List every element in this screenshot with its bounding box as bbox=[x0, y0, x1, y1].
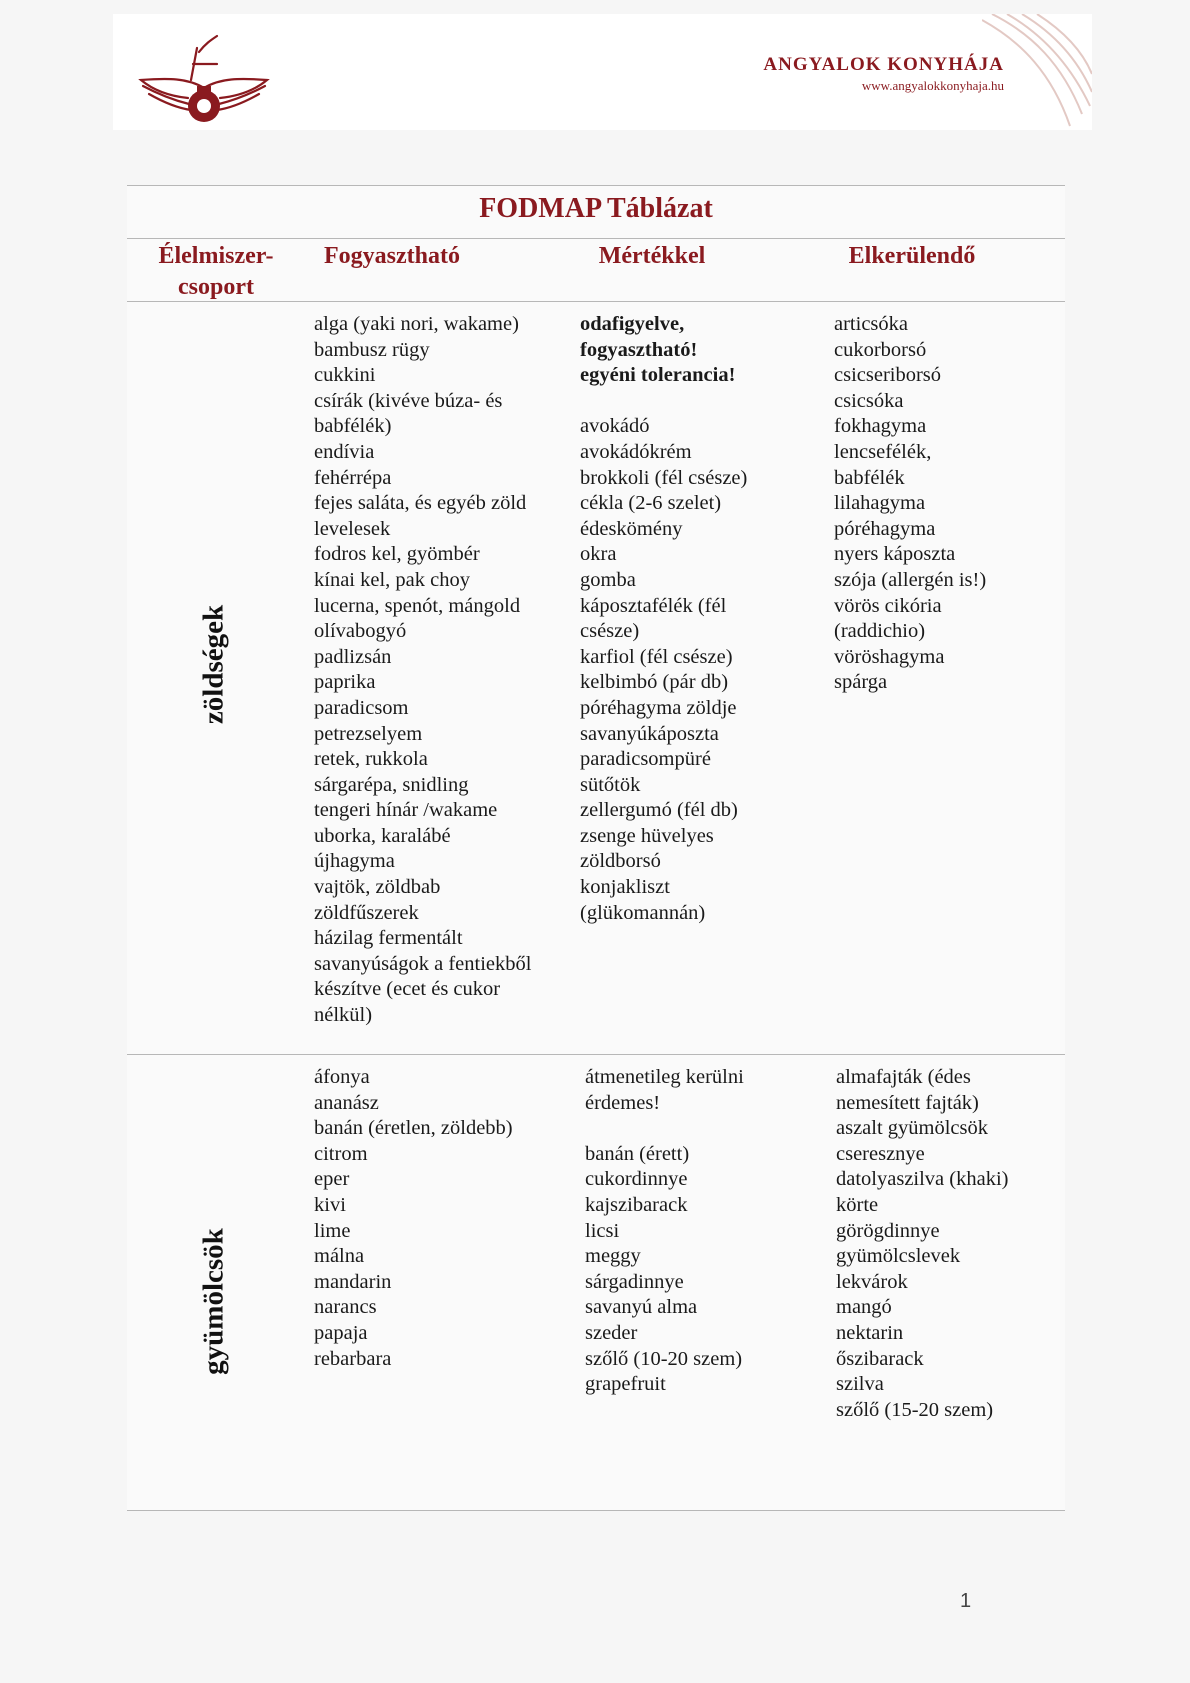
list-item: meggy bbox=[585, 1245, 641, 1268]
list-item: póréhagyma zöldje bbox=[580, 696, 737, 719]
angel-wings-logo-icon bbox=[133, 28, 275, 130]
cell-vegetables-avoid bbox=[834, 312, 986, 696]
list-item: lekvárok bbox=[836, 1270, 908, 1293]
list-item: gomba bbox=[580, 568, 636, 591]
list-item: körte bbox=[836, 1193, 879, 1216]
list-item: szilva bbox=[836, 1373, 884, 1396]
list-item: almafajták (édes bbox=[836, 1066, 971, 1088]
page-number: 1 bbox=[960, 1590, 972, 1612]
list-item: odafigyelve, bbox=[580, 313, 685, 335]
list-item: tengeri hínár /wakame bbox=[314, 799, 498, 822]
list-spacer bbox=[580, 389, 747, 415]
list-item: kínai kel, pak choy bbox=[314, 568, 470, 591]
list-item: szeder bbox=[585, 1321, 638, 1344]
list-item: levelesek bbox=[314, 517, 391, 540]
list-item: gyümölcslevek bbox=[836, 1245, 961, 1268]
list-spacer bbox=[585, 1116, 744, 1142]
list-item: csicsóka bbox=[834, 389, 904, 412]
list-item: fogyasztható! bbox=[580, 338, 698, 361]
list-item: csésze) bbox=[580, 620, 640, 643]
list-item: kelbimbó (pár db) bbox=[580, 671, 729, 694]
cell-fruits-allowed bbox=[314, 1065, 513, 1372]
list-item: zöldborsó bbox=[580, 850, 661, 873]
list-item: csicseriborsó bbox=[834, 364, 942, 387]
list-item: uborka, karalábé bbox=[314, 824, 451, 847]
list-item: datolyaszilva (khaki) bbox=[836, 1168, 1009, 1191]
page-header bbox=[113, 14, 1092, 130]
list-item: babfélék) bbox=[314, 415, 392, 438]
list-item: lilahagyma bbox=[834, 492, 926, 515]
column-header-avoid: Elkerülendő bbox=[848, 243, 976, 269]
list-item: bambusz rügy bbox=[314, 338, 430, 361]
wing-decoration-icon bbox=[982, 14, 1092, 130]
list-item: retek, rukkola bbox=[314, 748, 428, 771]
list-item: mandarin bbox=[314, 1270, 392, 1293]
list-item: savanyúságok a fentiekből bbox=[314, 952, 532, 975]
list-item: görögdinnye bbox=[836, 1219, 940, 1242]
list-item: savanyú alma bbox=[585, 1296, 698, 1319]
list-item: áfonya bbox=[314, 1066, 370, 1088]
list-item: készítve (ecet és cukor bbox=[314, 978, 501, 1001]
list-item: rebarbara bbox=[314, 1347, 392, 1370]
column-header-group-line: csoport bbox=[178, 274, 254, 300]
list-item: fejes saláta, és egyéb zöld bbox=[314, 492, 527, 515]
list-item: szőlő (10-20 szem) bbox=[585, 1347, 743, 1370]
cell-fruits-avoid bbox=[836, 1065, 1008, 1423]
list-item: nemesített fajták) bbox=[836, 1091, 979, 1114]
list-item: okra bbox=[580, 543, 617, 566]
list-item: újhagyma bbox=[314, 850, 395, 873]
list-item: egyéni tolerancia! bbox=[580, 364, 736, 387]
list-item: lime bbox=[314, 1219, 351, 1242]
list-item: fokhagyma bbox=[834, 415, 927, 438]
list-item: endívia bbox=[314, 440, 375, 463]
list-item: articsóka bbox=[834, 313, 908, 335]
list-item: savanyúkáposzta bbox=[580, 722, 719, 745]
list-item: kivi bbox=[314, 1193, 346, 1216]
list-item: édeskömény bbox=[580, 517, 683, 540]
list-item: licsi bbox=[585, 1219, 620, 1242]
list-item: avokádókrém bbox=[580, 440, 692, 463]
list-item: cukordinnye bbox=[585, 1168, 688, 1191]
list-item: ananász bbox=[314, 1091, 379, 1114]
list-item: papaja bbox=[314, 1321, 368, 1344]
list-item: átmenetileg kerülni bbox=[585, 1066, 744, 1088]
row-label-fruits: gyümölcsök bbox=[197, 1228, 230, 1375]
list-item: spárga bbox=[834, 671, 888, 694]
list-item: csírák (kivéve búza- és bbox=[314, 389, 503, 412]
list-item: petrezselyem bbox=[314, 722, 423, 745]
list-item: érdemes! bbox=[585, 1091, 661, 1114]
list-item: avokádó bbox=[580, 415, 650, 438]
cell-vegetables-moderate bbox=[580, 312, 747, 926]
list-item: paprika bbox=[314, 671, 376, 694]
list-item: szőlő (15-20 szem) bbox=[836, 1398, 994, 1421]
list-item: paradicsom bbox=[314, 696, 409, 719]
list-item: konjakliszt bbox=[580, 876, 670, 899]
list-item: málna bbox=[314, 1245, 365, 1268]
list-item: eper bbox=[314, 1168, 350, 1191]
list-item: őszibarack bbox=[836, 1347, 924, 1370]
list-item: grapefruit bbox=[585, 1373, 666, 1396]
list-item: kajszibarack bbox=[585, 1193, 688, 1216]
list-item: vajtök, zöldbab bbox=[314, 876, 441, 899]
list-item: olívabogyó bbox=[314, 620, 407, 643]
list-item: aszalt gyümölcsök bbox=[836, 1117, 989, 1140]
brand-name: ANGYALOK KONYHÁJA bbox=[763, 54, 1004, 75]
list-item: cukorborsó bbox=[834, 338, 927, 361]
list-item: szója (allergén is!) bbox=[834, 568, 987, 591]
column-header-group-line: Élelmiszer- bbox=[158, 243, 274, 269]
list-item: (glükomannán) bbox=[580, 901, 706, 924]
list-item: (raddichio) bbox=[834, 620, 926, 643]
list-item: karfiol (fél csésze) bbox=[580, 645, 733, 668]
list-item: házilag fermentált bbox=[314, 927, 463, 950]
list-item: káposztafélék (fél bbox=[580, 594, 727, 617]
list-item: fehérrépa bbox=[314, 466, 392, 489]
column-header-allowed: Fogyasztható bbox=[324, 243, 460, 269]
list-item: vörös cikória bbox=[834, 594, 942, 617]
column-header-moderate: Mértékkel bbox=[598, 243, 706, 269]
list-item: banán (érett) bbox=[585, 1142, 690, 1165]
table-title: FODMAP Táblázat bbox=[479, 193, 713, 224]
brand-url: www.angyalokkonyhaja.hu bbox=[861, 78, 1004, 93]
list-item: citrom bbox=[314, 1142, 368, 1165]
list-item: sárgadinnye bbox=[585, 1270, 684, 1293]
list-item: nyers káposzta bbox=[834, 543, 956, 566]
list-item: mangó bbox=[836, 1296, 892, 1319]
list-item: brokkoli (fél csésze) bbox=[580, 466, 748, 489]
list-item: banán (éretlen, zöldebb) bbox=[314, 1117, 513, 1140]
list-item: padlizsán bbox=[314, 645, 392, 668]
column-header-group bbox=[141, 241, 291, 303]
list-item: babfélék bbox=[834, 466, 905, 489]
list-item: póréhagyma bbox=[834, 517, 936, 540]
list-item: sárgarépa, snidling bbox=[314, 773, 469, 796]
list-item: lucerna, spenót, mángold bbox=[314, 594, 521, 617]
list-item: paradicsompüré bbox=[580, 748, 711, 771]
row-label-vegetables: zöldségek bbox=[197, 604, 230, 725]
list-item: lencsefélék, bbox=[834, 440, 932, 463]
list-item: alga (yaki nori, wakame) bbox=[314, 313, 519, 335]
list-item: sütőtök bbox=[580, 773, 641, 796]
list-item: cukkini bbox=[314, 364, 376, 387]
list-item: cseresznye bbox=[836, 1142, 925, 1165]
list-item: nélkül) bbox=[314, 1004, 373, 1027]
list-item: narancs bbox=[314, 1296, 377, 1319]
list-item: nektarin bbox=[836, 1321, 904, 1344]
list-item: zöldfűszerek bbox=[314, 901, 419, 924]
list-item: cékla (2-6 szelet) bbox=[580, 492, 722, 515]
cell-fruits-moderate bbox=[585, 1065, 744, 1398]
list-item: vöröshagyma bbox=[834, 645, 945, 668]
cell-vegetables-allowed bbox=[314, 312, 531, 1029]
list-item: zellergumó (fél db) bbox=[580, 799, 738, 822]
list-item: zsenge hüvelyes bbox=[580, 824, 714, 847]
list-item: fodros kel, gyömbér bbox=[314, 543, 480, 566]
fodmap-table bbox=[127, 185, 1065, 1511]
